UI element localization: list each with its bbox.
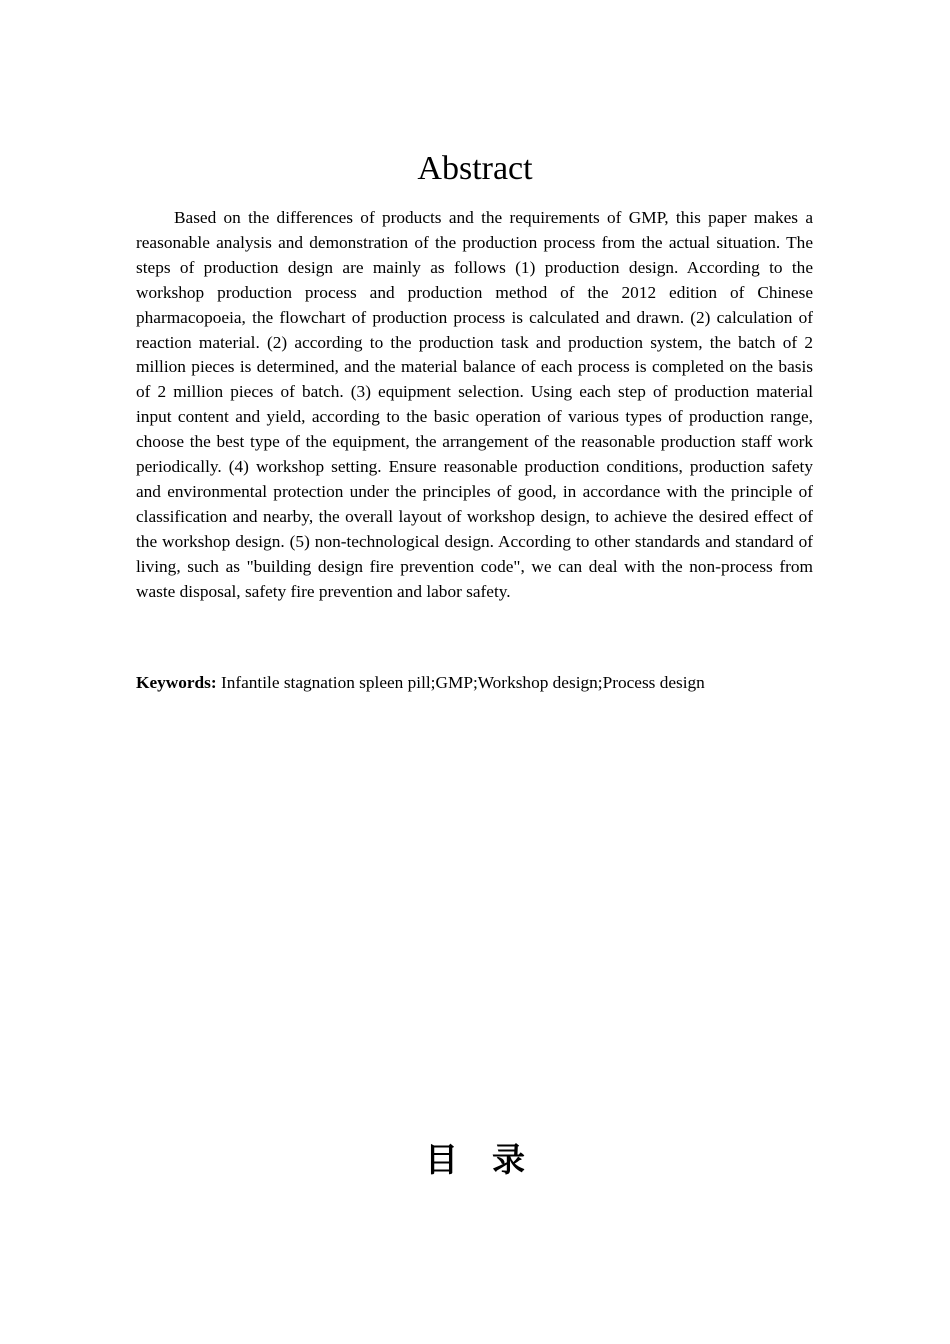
keywords-line [136, 671, 836, 695]
keywords-text: Infantile stagnation spleen pill;GMP;Workshop design;Process design [216, 673, 705, 692]
abstract-title: Abstract [417, 150, 533, 187]
toc-title: 目录 [425, 1140, 559, 1179]
keywords-label: Keywords: [136, 673, 217, 692]
abstract-body: Based on the differences of products and the requirements of GMP, this paper makes a reasonable analysis and demonstration of the production process from the actual situation. The steps of production design are mainly as follows (1) production design. According to the workshop production process and production method of the 2012 edition of Chinese pharmacopoeia, the flowchart of production process is calculated and drawn. (2) calculation of reaction material. (2) according to the production task and production system, the batch of 2 million pieces is determined, and the material balance of each process is completed on the basis of 2 million pieces of batch. (3) equipment selection. Using each step of production material input content and yield, according to the basic operation of various types of production range, choose the best type of the equipment, the arrangement of the reasonable production staff work periodically. (4) workshop setting. Ensure reasonable production conditions, production safety and environmental protection under the principles of good, in accordance with the principle of classification and nearby, the overall layout of workshop design, to achieve the desired effect of the workshop design. (5) non-technological design. According to other standards and standard of living, such as "building design fire prevention code", we can deal with the non-process from waste disposal, safety fire prevention and labor safety. [136, 208, 813, 601]
